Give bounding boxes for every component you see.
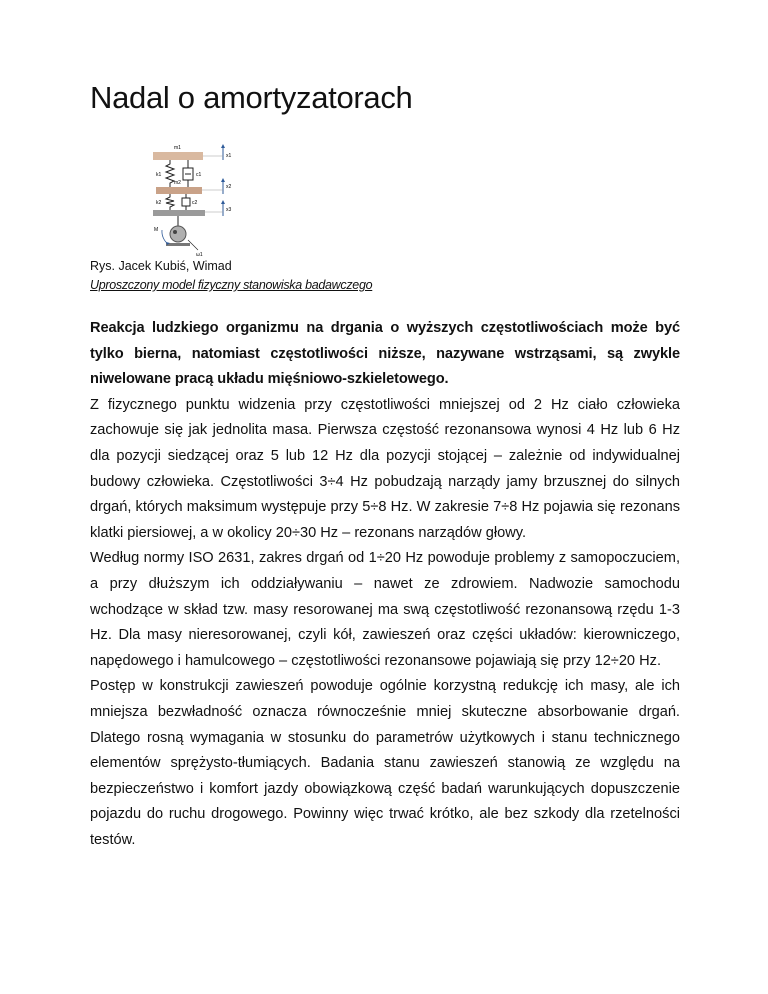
label-x2: x2 — [226, 184, 232, 190]
figure-caption: Uproszczony model fizyczny stanowiska badawczego — [90, 278, 373, 292]
spring-k2 — [166, 194, 174, 210]
label-k1: k1 — [156, 172, 162, 178]
page-title: Nadal o amortyzatorach — [90, 80, 413, 115]
mass-m2 — [156, 187, 202, 194]
article-body — [90, 316, 680, 853]
suspension-model-diagram-icon — [148, 140, 268, 262]
label-c2: c2 — [192, 200, 198, 206]
label-x3: x3 — [226, 207, 232, 213]
mass-m1 — [153, 152, 203, 160]
suspension-model-figure — [148, 140, 268, 262]
label-k2: k2 — [156, 200, 162, 206]
label-c1: c1 — [196, 172, 202, 178]
spring-k1 — [166, 160, 174, 187]
lead-paragraph: Reakcja ludzkiego organizmu na drgania o wyższych częstotliwościach może być tylko bierna, natomiast częstotliwości niższe, nazywane wstrząsami, są zwykle niwelowane pracą układu mięśniowo-szkieletowego. — [90, 320, 680, 388]
label-M: M — [154, 227, 159, 233]
damper-c2 — [182, 198, 190, 206]
label-x1: x1 — [226, 153, 232, 159]
label-omega: ω1 — [196, 252, 203, 258]
eccentric-wheel — [170, 226, 186, 242]
excitation-plate — [153, 210, 205, 216]
paragraph-2: Według normy ISO 2631, zakres drgań od 1÷20 Hz powoduje problemy z samopoczuciem, a przy dłuższym ich oddziaływaniu – nawet ze zdrowiem. Nadwozie samochodu wchodzące w skład tzw. masy resorowanej ma swą częstotliwość rezonansową rzędu 1-3 Hz. Dla masy nieresorowanej, czyli kół, zawieszeń oraz części układów: kierowniczego, napędowego i hamulcowego – częstotliwości rezonansowe pojawiają się przy 12÷20 Hz. — [90, 550, 680, 669]
label-m1: m1 — [174, 145, 181, 151]
label-m2: m2 — [174, 180, 181, 186]
paragraph-3: Postęp w konstrukcji zawieszeń powoduje ogólnie korzystną redukcję ich masy, ale ich mniejsza bezwładność oznacza równocześnie mniej skuteczne absorbowanie drgań. Dlatego rosną wymagania w stosunku do parametrów użytkowych i stanu technicznego elementów sprężysto-tłumiących. Badania stanu zawieszeń stanowią ze względu na bezpieczeństwo i komfort jazdy obowiązkową część badań warunkujących dopuszczenie pojazdu do ruchu drogowego. Powinny więc trwać krótko, ale bez szkody dla rzetelności testów. — [90, 678, 680, 848]
figure-credit: Rys. Jacek Kubiś, Wimad — [90, 259, 232, 273]
paragraph-1: Z fizycznego punktu widzenia przy częstotliwości mniejszej od 2 Hz ciało człowieka zachowuje się jak jednolita masa. Pierwsza częstość rezonansowa wynosi 4 Hz lub 6 Hz dla pozycji siedzącej oraz 5 lub 12 Hz dla pozycji stojącej – zależnie od indywidualnej budowy człowieka. Częstotliwości 3÷4 Hz pobudzają narządy jamy brzusznej do silnych drgań, których maksimum występuje przy 5÷8 Hz. W zakresie 7÷8 Hz pojawia się rezonans klatki piersiowej, a w okolicy 20÷30 Hz – rezonans narządów głowy. — [90, 396, 680, 541]
